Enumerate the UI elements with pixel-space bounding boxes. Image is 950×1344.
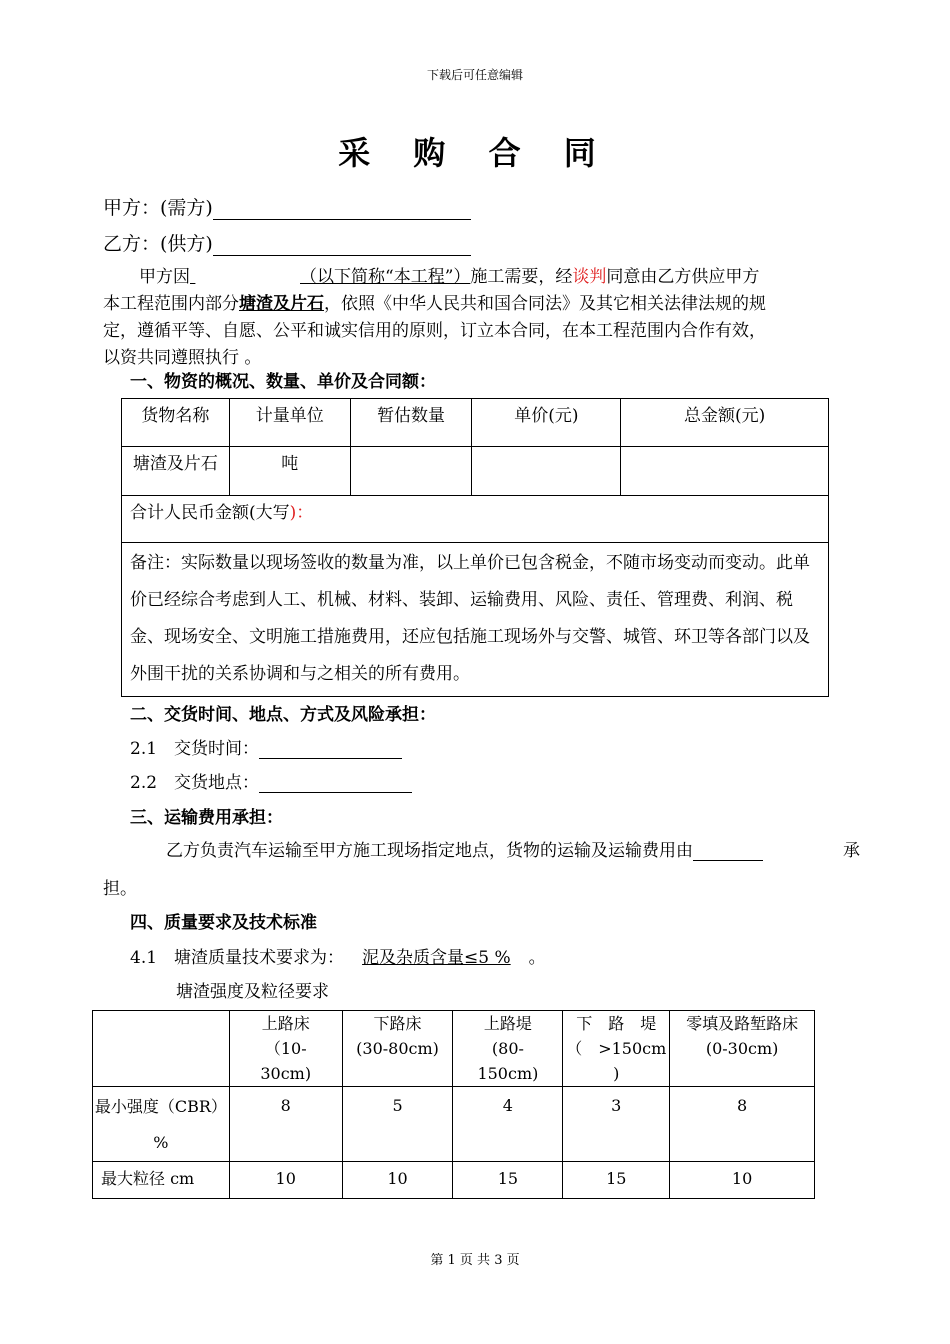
party-b-blank[interactable] (213, 235, 471, 256)
strength-cell: 3 (563, 1087, 670, 1162)
goods-cell-total[interactable] (621, 447, 829, 496)
section-3-heading: 三、运输费用承担： (130, 808, 283, 828)
intro-text: 本工程范围内部分 (103, 294, 239, 314)
transport-line (166, 836, 763, 861)
strength-subheading: 塘渣强度及粒径要求 (176, 982, 329, 1002)
goods-total-label: 合计人民币金额(大写 (130, 503, 290, 523)
strength-header-col: 上路床 （10- 30cm) (229, 1011, 342, 1087)
intro-material: 塘渣及片石 (239, 294, 324, 314)
header-note: 下载后可任意编辑 (426, 68, 523, 82)
strength-header-col: 上路堤 (80- 150cm) (453, 1011, 563, 1087)
page-footer: 第 1 页 共 3 页 (430, 1253, 520, 1268)
section-1-heading: 一、物资的概况、数量、单价及合同额： (130, 372, 436, 392)
strength-header-col: 零填及路堑路床 (0-30cm) (670, 1011, 815, 1087)
project-name-blank[interactable] (190, 264, 300, 291)
delivery-time-label: 2.1 交货时间： (130, 739, 260, 759)
strength-cell: 8 (229, 1087, 342, 1162)
transport-text: 乙方负责汽车运输至甲方施工现场指定地点，货物的运输及运输费用由 (166, 841, 693, 861)
intro-text: 以资共同遵照执行 。 (103, 348, 262, 368)
strength-table (92, 1010, 815, 1199)
quality-requirement-line (130, 943, 546, 968)
intro-paragraph (103, 264, 863, 372)
goods-header-qty: 暂估数量 (350, 399, 472, 447)
goods-cell-price[interactable] (472, 447, 621, 496)
transport-text-end: 承 (843, 841, 860, 861)
transport-text-wrap: 担。 (103, 879, 137, 899)
strength-header-col: 下 路 堤 （ >150cm ) (563, 1011, 670, 1087)
goods-table (121, 398, 829, 697)
grain-row-label: 最大粒径 cm (93, 1162, 230, 1199)
intro-text: 甲方因 (139, 267, 190, 287)
delivery-place-line (130, 768, 412, 793)
party-b-line (103, 229, 471, 256)
document-title: 采 购 合 同 (338, 134, 612, 172)
goods-header-name: 货物名称 (122, 399, 230, 447)
goods-header-price: 单价(元) (472, 399, 621, 447)
grain-cell: 15 (453, 1162, 563, 1199)
intro-text: ，依照《中华人民共和国合同法》及其它相关法律法规的规 (324, 294, 766, 314)
delivery-time-line (130, 734, 402, 759)
goods-total-suffix: )： (289, 503, 314, 523)
intro-text: 同意由乙方供应甲方 (606, 267, 760, 287)
grain-cell: 15 (563, 1162, 670, 1199)
strength-cell: 8 (670, 1087, 815, 1162)
grain-cell: 10 (670, 1162, 815, 1199)
goods-cell-unit: 吨 (229, 447, 350, 496)
party-b-label: 乙方：(供方) (103, 233, 213, 255)
intro-text: 施工需要，经 (470, 267, 573, 287)
goods-cell-qty[interactable] (350, 447, 472, 496)
intro-text: 定，遵循平等、自愿、公平和诚实信用的原则，订立本合同，在本工程范围内合作有效， (103, 321, 766, 341)
delivery-place-label: 2.2 交货地点： (130, 773, 260, 793)
section-4-heading: 四、质量要求及技术标准 (130, 913, 317, 933)
strength-header-col: 下路床 (30-80cm) (342, 1011, 453, 1087)
goods-header-total: 总金额(元) (621, 399, 829, 447)
goods-remark: 备注：实际数量以现场签收的数量为准，以上单价已包含税金，不随市场变动而变动。此单价已经综合考虑到人工、机械、材料、装卸、运输费用、风险、责任、管理费、利润、税金、现场安全、文明施工措施费用，还应包括施工现场外与交警、城管、环卫等各部门以及外围干扰的关系协调和与之相关的所有费用。 (122, 543, 829, 697)
delivery-time-blank[interactable] (259, 738, 402, 759)
party-a-blank[interactable] (213, 199, 471, 220)
strength-row-label: 最小强度（CBR） % (93, 1087, 230, 1162)
quality-requirement-value: 泥及杂质含量≤5 % (362, 948, 511, 968)
goods-cell-name: 塘渣及片石 (122, 447, 230, 496)
goods-total-row[interactable] (122, 496, 829, 543)
strength-cell: 4 (453, 1087, 563, 1162)
grain-cell: 10 (342, 1162, 453, 1199)
grain-cell: 10 (229, 1162, 342, 1199)
quality-requirement-label: 4.1 塘渣质量技术要求为： (130, 948, 345, 968)
intro-project-alias: （以下简称“本工程”） (300, 267, 471, 287)
delivery-place-blank[interactable] (259, 772, 412, 793)
party-a-label: 甲方：(需方) (103, 197, 213, 219)
intro-highlight: 谈判 (572, 267, 607, 287)
strength-cell: 5 (342, 1087, 453, 1162)
quality-requirement-end: 。 (528, 948, 546, 968)
section-2-heading: 二、交货时间、地点、方式及风险承担： (130, 705, 436, 725)
goods-header-unit: 计量单位 (229, 399, 350, 447)
strength-header-empty (93, 1011, 230, 1087)
transport-party-blank[interactable] (693, 840, 763, 861)
party-a-line (103, 193, 471, 220)
